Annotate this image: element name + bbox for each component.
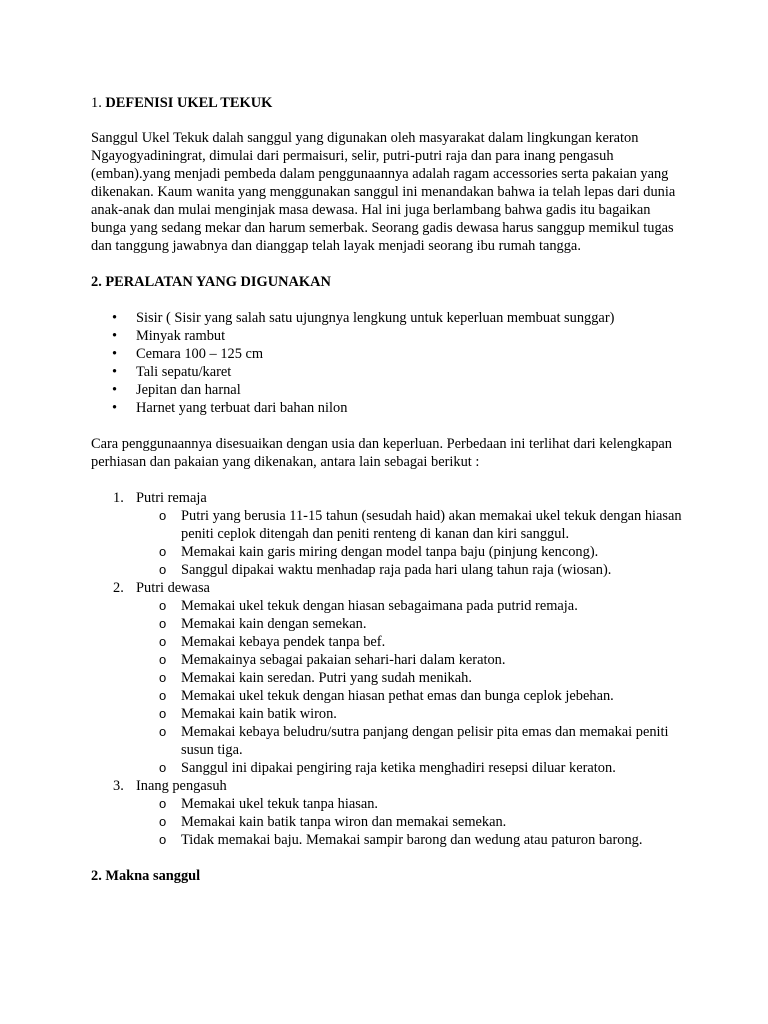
group-number: 2. — [113, 580, 124, 596]
group-putri-dewasa — [91, 579, 688, 777]
list-item: o Memakai kain batik tanpa wiron dan memakai semekan. — [136, 813, 688, 831]
list-item: o Memakai kain dengan semekan. — [136, 615, 688, 633]
section-1-title: DEFENISI UKEL TEKUK — [105, 95, 273, 111]
section-3-title: 2. Makna sanggul — [91, 868, 201, 884]
list-item: o Memakai kebaya beludru/sutra panjang dengan pelisir pita emas dan memakai peniti susun tiga. — [136, 723, 688, 759]
section-1-number: 1. — [91, 95, 102, 111]
list-item: o Memakai kebaya pendek tanpa bef. — [136, 633, 688, 651]
section-3-heading — [91, 867, 688, 885]
list-item: • Sisir ( Sisir yang salah satu ujungnya lengkung untuk keperluan membuat sunggar) — [91, 309, 688, 327]
usage-groups-list — [91, 489, 688, 849]
list-item: o Memakai ukel tekuk dengan hiasan sebagaimana pada putrid remaja. — [136, 597, 688, 615]
list-item: • Harnet yang terbuat dari bahan nilon — [91, 399, 688, 417]
usage-paragraph: Cara penggunaannya disesuaikan dengan usia dan keperluan. Perbedaan ini terlihat dari kelengkapan perhiasan dan pakaian yang dikenakan, antara lain sebagai berikut : — [91, 436, 673, 470]
section-1-paragraph: Sanggul Ukel Tekuk dalah sanggul yang digunakan oleh masyarakat dalam lingkungan keraton Ngayogyadiningrat, dimulai dari permaisuri, selir, putri-putri raja dan para inang pengasuh (emban).yang menjadi pembeda dalam penggunaannya adalah ragam accessories serta pakaian yang dikenakan. Kaum wanita yang menggunakan sanggul ini menandakan bahwa ia telah lepas dari dunia anak-anak dan mulai menginjak masa dewasa. Hal ini juga berlambang bahwa gadis itu bagaikan bunga yang sedang mekar dan harum semerbak. Seorang gadis dewasa harus sanggup memikul tugas dan tanggung jawabnya dan dianggap telah layak menjadi seorang ibu rumah tangga. — [91, 130, 676, 254]
list-item: • Minyak rambut — [91, 327, 688, 345]
list-item: o Memakai kain batik wiron. — [136, 705, 688, 723]
list-item: o Memakai kain garis miring dengan model tanpa baju (pinjung kencong). — [136, 543, 688, 561]
group-title: Putri remaja — [136, 490, 207, 506]
tools-list — [91, 309, 688, 417]
group-items — [136, 795, 688, 849]
section-2-title: 2. PERALATAN YANG DIGUNAKAN — [91, 274, 331, 290]
list-item: o Sanggul ini dipakai pengiring raja ketika menghadiri resepsi diluar keraton. — [136, 759, 688, 777]
list-item: o Memakai ukel tekuk dengan hiasan pethat emas dan bunga ceplok jebehan. — [136, 687, 688, 705]
group-title: Inang pengasuh — [136, 778, 227, 794]
list-item: • Tali sepatu/karet — [91, 363, 688, 381]
list-item: o Memakai kain seredan. Putri yang sudah menikah. — [136, 669, 688, 687]
list-item: • Jepitan dan harnal — [91, 381, 688, 399]
group-title: Putri dewasa — [136, 580, 210, 596]
group-number: 3. — [113, 778, 124, 794]
group-putri-remaja — [91, 489, 688, 579]
group-items — [136, 597, 688, 777]
list-item: • Cemara 100 – 125 cm — [91, 345, 688, 363]
list-item: o Putri yang berusia 11-15 tahun (sesudah haid) akan memakai ukel tekuk dengan hiasan peniti ceplok ditengah dan peniti renteng di kanan dan kiri sanggul. — [136, 507, 688, 543]
list-item: o Memakainya sebagai pakaian sehari-hari dalam keraton. — [136, 651, 688, 669]
list-item: o Tidak memakai baju. Memakai sampir barong dan wedung atau paturon barong. — [136, 831, 688, 849]
section-1-heading — [91, 94, 688, 112]
group-items — [136, 507, 688, 579]
list-item: o Sanggul dipakai waktu menhadap raja pada hari ulang tahun raja (wiosan). — [136, 561, 688, 579]
section-2-heading — [91, 273, 688, 291]
group-inang-pengasuh — [91, 777, 688, 849]
list-item: o Memakai ukel tekuk tanpa hiasan. — [136, 795, 688, 813]
group-number: 1. — [113, 490, 124, 506]
